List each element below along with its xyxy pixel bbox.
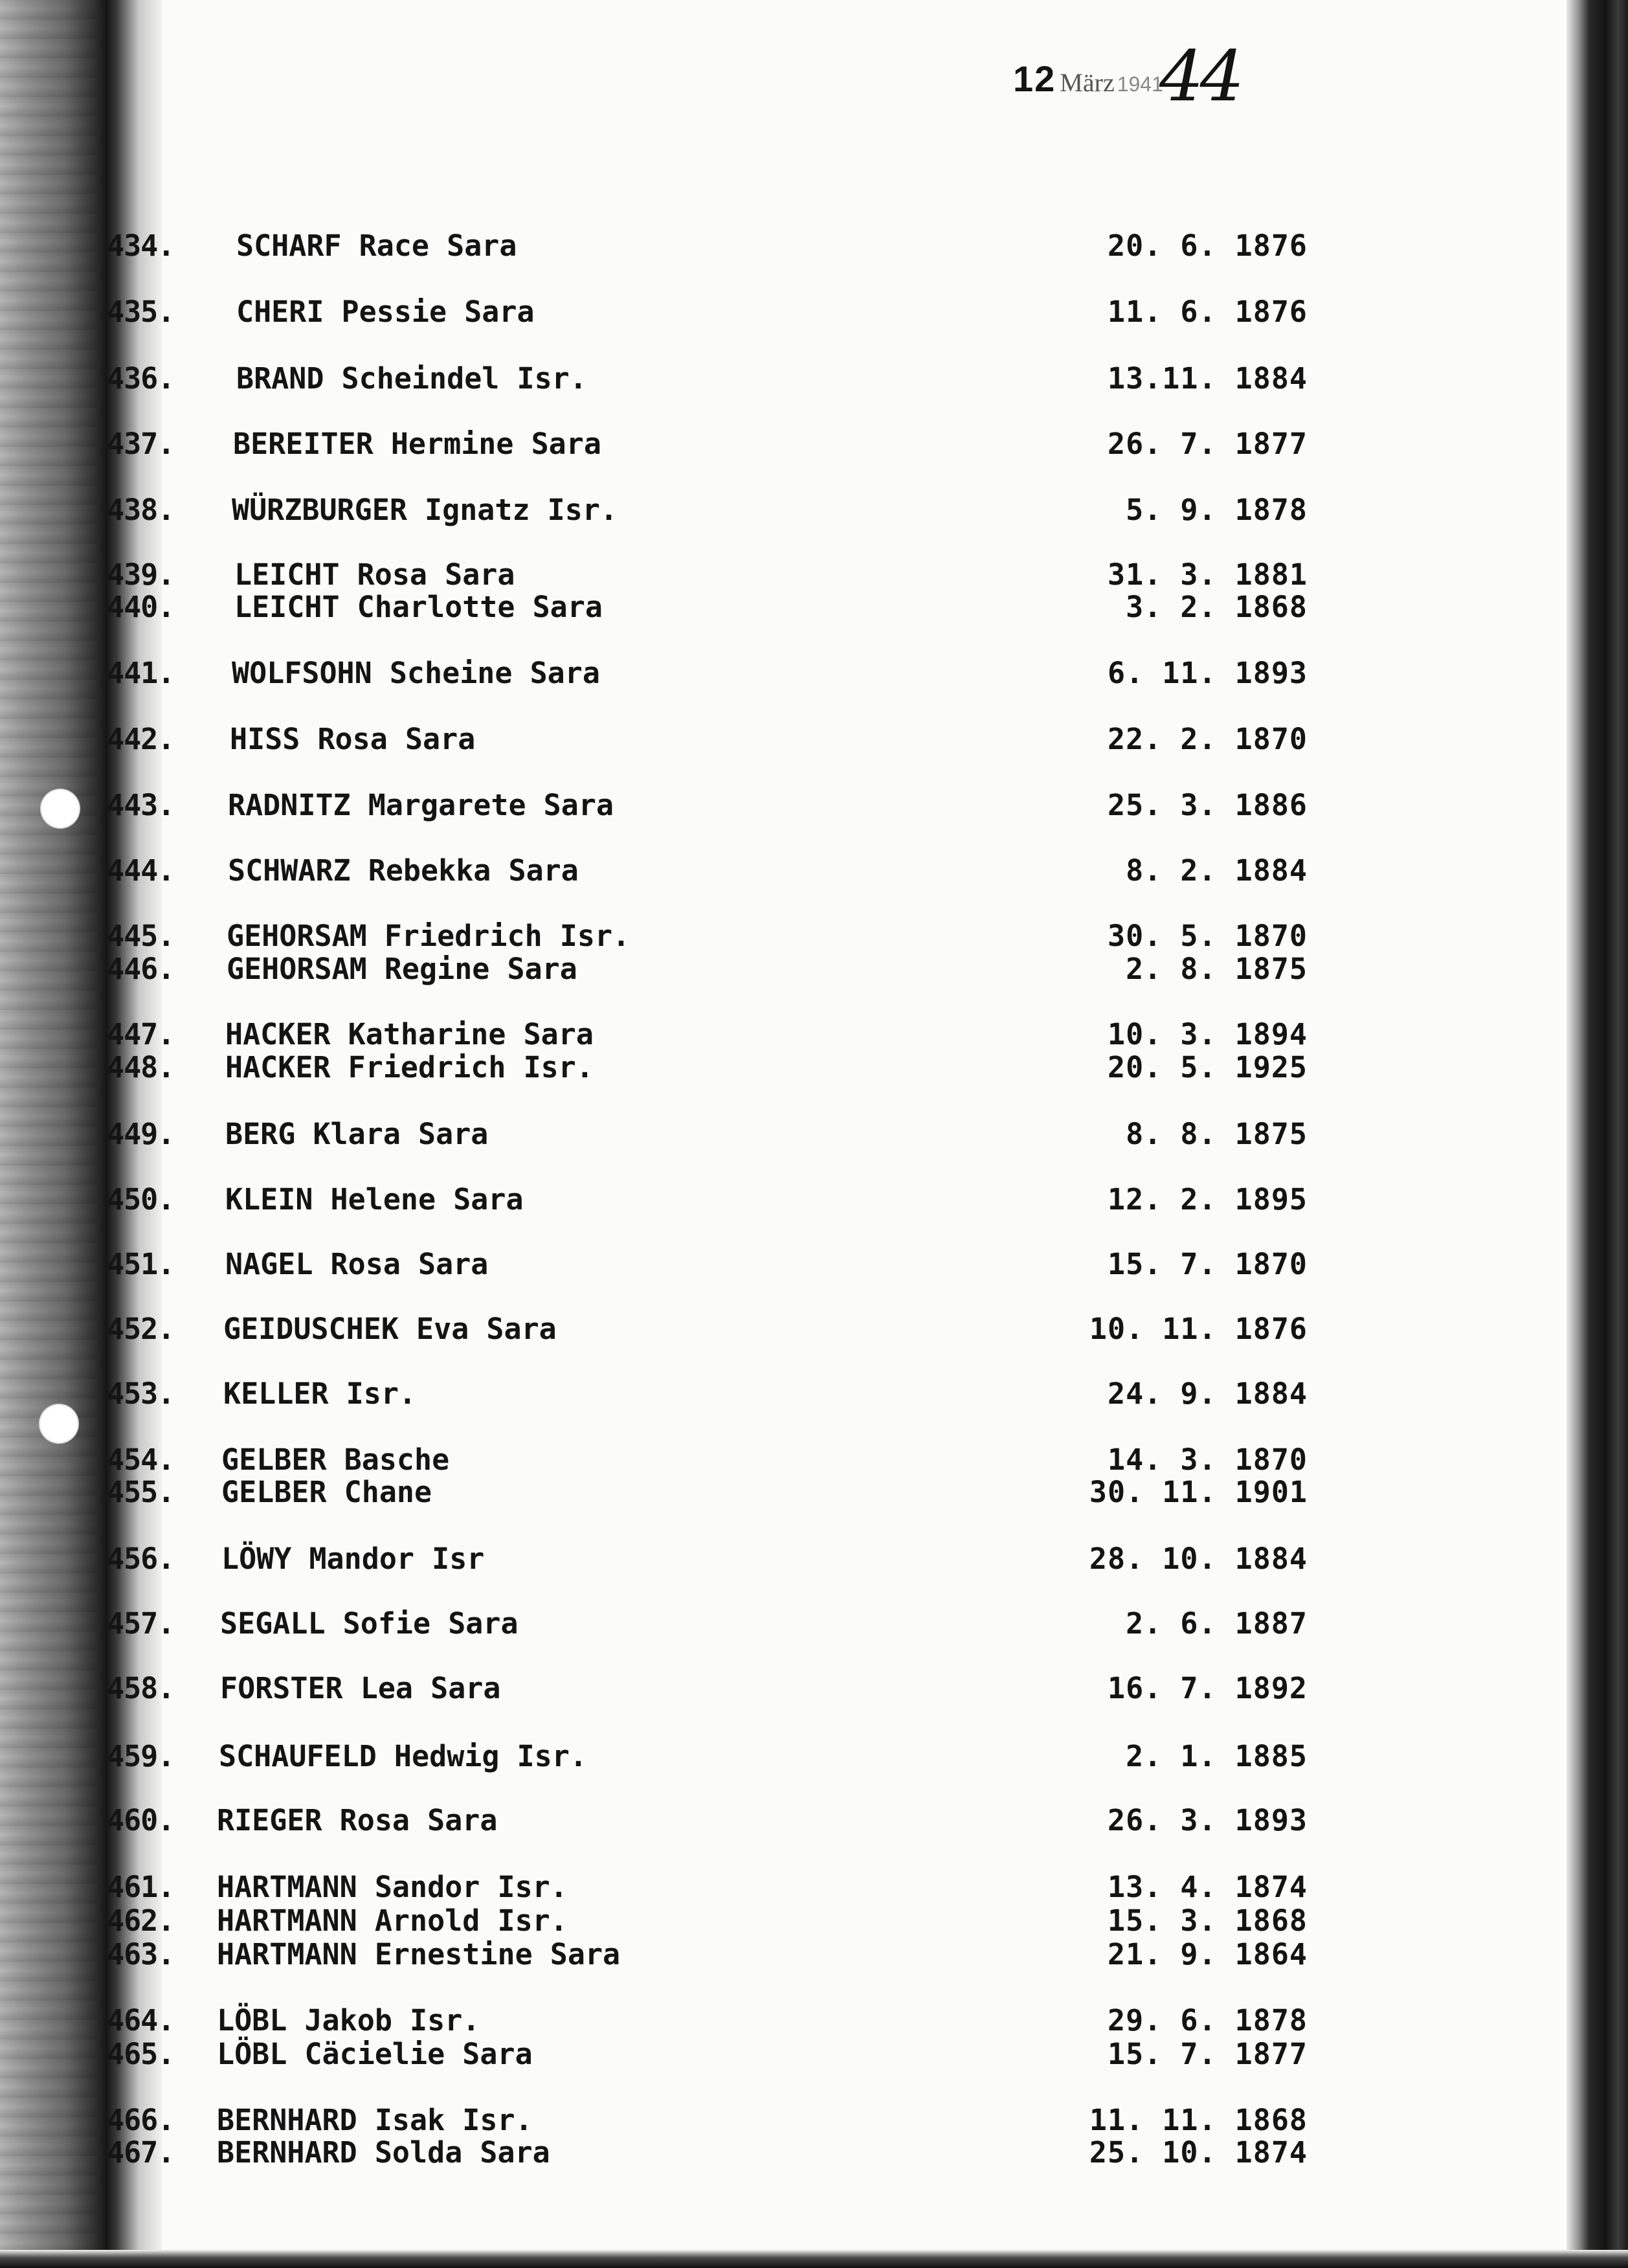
entry-number: 450. bbox=[107, 1182, 175, 1217]
entry-birthdate: 2. 8. 1875 bbox=[1126, 952, 1308, 986]
entry-name: SCHWARZ Rebekka Sara bbox=[228, 853, 579, 888]
entry-birthdate: 24. 9. 1884 bbox=[1107, 1376, 1308, 1411]
entry-birthdate: 31. 3. 1881 bbox=[1107, 557, 1308, 592]
entry-number: 443. bbox=[107, 788, 175, 822]
entry-birthdate: 15. 7. 1870 bbox=[1107, 1247, 1308, 1281]
entry-number: 436. bbox=[107, 361, 175, 396]
entry-name: WÜRZBURGER Ignatz Isr. bbox=[232, 493, 618, 527]
list-entry bbox=[0, 918, 1359, 954]
list-entry bbox=[0, 1442, 1359, 1478]
entry-birthdate: 13.11. 1884 bbox=[1107, 361, 1308, 396]
entry-number: 452. bbox=[107, 1312, 175, 1346]
list-entry bbox=[0, 557, 1359, 593]
entry-birthdate: 22. 2. 1870 bbox=[1107, 722, 1308, 756]
list-entry bbox=[0, 1246, 1359, 1283]
entry-name: HISS Rosa Sara bbox=[230, 722, 476, 756]
entry-number: 460. bbox=[107, 1803, 175, 1837]
entry-number: 464. bbox=[107, 2003, 175, 2038]
entry-birthdate: 2. 1. 1885 bbox=[1126, 1739, 1308, 1773]
entry-name: CHERI Pessie Sara bbox=[236, 295, 535, 329]
entry-number: 442. bbox=[107, 722, 175, 756]
page-bottom-edge bbox=[0, 2250, 1628, 2268]
entry-number: 440. bbox=[107, 590, 175, 624]
entry-birthdate: 20. 6. 1876 bbox=[1107, 229, 1308, 263]
entry-number: 447. bbox=[107, 1017, 175, 1051]
stamp-month: März bbox=[1060, 68, 1115, 97]
entry-birthdate: 21. 9. 1864 bbox=[1107, 1937, 1308, 1971]
entry-name: LEICHT Charlotte Sara bbox=[234, 590, 603, 624]
entry-name: LÖWY Mandor Isr bbox=[221, 1542, 485, 1576]
date-stamp bbox=[1013, 27, 1241, 117]
entry-name: HACKER Friedrich Isr. bbox=[225, 1050, 594, 1084]
entry-name: GEIDUSCHEK Eva Sara bbox=[223, 1312, 557, 1346]
entry-name: GELBER Basche bbox=[221, 1443, 450, 1477]
entry-birthdate: 29. 6. 1878 bbox=[1107, 2003, 1308, 2038]
entry-birthdate: 28. 10. 1884 bbox=[1089, 1542, 1308, 1576]
entry-birthdate: 30. 5. 1870 bbox=[1107, 919, 1308, 953]
entry-name: GEHORSAM Regine Sara bbox=[227, 952, 577, 986]
entry-number: 465. bbox=[107, 2037, 175, 2071]
entry-number: 448. bbox=[107, 1050, 175, 1084]
list-entry bbox=[0, 853, 1359, 889]
list-entry bbox=[0, 1541, 1359, 1577]
entry-birthdate: 14. 3. 1870 bbox=[1107, 1443, 1308, 1477]
entry-birthdate: 11. 6. 1876 bbox=[1107, 295, 1308, 329]
entry-birthdate: 5. 9. 1878 bbox=[1126, 493, 1308, 527]
entry-name: LÖBL Cäcielie Sara bbox=[217, 2037, 533, 2071]
entry-name: SCHAUFELD Hedwig Isr. bbox=[219, 1739, 587, 1773]
list-entry bbox=[0, 492, 1359, 528]
entry-name: KLEIN Helene Sara bbox=[225, 1182, 524, 1217]
entry-birthdate: 8. 2. 1884 bbox=[1126, 853, 1308, 888]
entry-name: HACKER Katharine Sara bbox=[225, 1017, 594, 1051]
list-entry bbox=[0, 589, 1359, 625]
list-entry bbox=[0, 1050, 1359, 1086]
list-entry bbox=[0, 1182, 1359, 1218]
entry-number: 463. bbox=[107, 1937, 175, 1971]
list-entry bbox=[0, 655, 1359, 691]
list-entry bbox=[0, 721, 1359, 758]
entry-number: 456. bbox=[107, 1542, 175, 1576]
entry-number: 435. bbox=[107, 295, 175, 329]
entry-birthdate: 3. 2. 1868 bbox=[1126, 590, 1308, 624]
entry-name: HARTMANN Sandor Isr. bbox=[217, 1870, 568, 1904]
entry-name: SCHARF Race Sara bbox=[236, 229, 517, 263]
entry-name: RIEGER Rosa Sara bbox=[217, 1803, 498, 1837]
entry-birthdate: 25. 3. 1886 bbox=[1107, 788, 1308, 822]
entry-number: 438. bbox=[107, 493, 175, 527]
entry-name: BERNHARD Isak Isr. bbox=[217, 2103, 533, 2137]
list-entry bbox=[0, 1802, 1359, 1839]
entry-number: 453. bbox=[107, 1376, 175, 1411]
entry-number: 445. bbox=[107, 919, 175, 953]
stamp-year: 1941 bbox=[1117, 73, 1163, 96]
list-entry bbox=[0, 228, 1359, 264]
list-entry bbox=[0, 787, 1359, 824]
entry-name: RADNITZ Margarete Sara bbox=[228, 788, 614, 822]
entry-number: 437. bbox=[107, 427, 175, 461]
entry-number: 451. bbox=[107, 1247, 175, 1281]
entry-number: 455. bbox=[107, 1475, 175, 1509]
entry-number: 454. bbox=[107, 1443, 175, 1477]
entry-birthdate: 20. 5. 1925 bbox=[1107, 1050, 1308, 1084]
entry-name: HARTMANN Ernestine Sara bbox=[217, 1937, 621, 1971]
entry-birthdate: 26. 3. 1893 bbox=[1107, 1803, 1308, 1837]
entry-name: GELBER Chane bbox=[221, 1475, 432, 1509]
entry-number: 457. bbox=[107, 1606, 175, 1641]
list-entry bbox=[0, 2036, 1359, 2072]
list-entry bbox=[0, 1474, 1359, 1510]
entry-number: 449. bbox=[107, 1117, 175, 1151]
entry-birthdate: 10. 11. 1876 bbox=[1089, 1312, 1308, 1346]
entry-birthdate: 12. 2. 1895 bbox=[1107, 1182, 1308, 1217]
list-entry bbox=[0, 1670, 1359, 1707]
entry-name: LEICHT Rosa Sara bbox=[234, 557, 515, 592]
entry-birthdate: 25. 10. 1874 bbox=[1089, 2135, 1308, 2170]
entry-number: 444. bbox=[107, 853, 175, 888]
entry-birthdate: 15. 7. 1877 bbox=[1107, 2037, 1308, 2071]
list-entry bbox=[0, 951, 1359, 987]
entry-birthdate: 13. 4. 1874 bbox=[1107, 1870, 1308, 1904]
entry-name: BERG Klara Sara bbox=[225, 1117, 489, 1151]
list-entry bbox=[0, 1016, 1359, 1053]
entry-birthdate: 16. 7. 1892 bbox=[1107, 1671, 1308, 1705]
entry-name: BERNHARD Solda Sara bbox=[217, 2135, 550, 2170]
entry-name: WOLFSOHN Scheine Sara bbox=[232, 656, 600, 690]
list-entry bbox=[0, 1311, 1359, 1347]
entry-name: FORSTER Lea Sara bbox=[220, 1671, 501, 1705]
entry-number: 466. bbox=[107, 2103, 175, 2137]
entry-birthdate: 30. 11. 1901 bbox=[1089, 1475, 1308, 1509]
entry-name: GEHORSAM Friedrich Isr. bbox=[227, 919, 630, 953]
entry-name: NAGEL Rosa Sara bbox=[225, 1247, 489, 1281]
list-entry bbox=[0, 1606, 1359, 1642]
list-entry bbox=[0, 1376, 1359, 1412]
entry-name: LÖBL Jakob Isr. bbox=[217, 2003, 480, 2038]
entry-birthdate: 8. 8. 1875 bbox=[1126, 1117, 1308, 1151]
list-entry bbox=[0, 1116, 1359, 1152]
list-entry bbox=[0, 1903, 1359, 1939]
entry-number: 434. bbox=[107, 229, 175, 263]
list-entry bbox=[0, 294, 1359, 330]
entry-birthdate: 10. 3. 1894 bbox=[1107, 1017, 1308, 1051]
list-entry bbox=[0, 1937, 1359, 1973]
list-entry bbox=[0, 1869, 1359, 1905]
stamp-day: 12 bbox=[1013, 58, 1056, 99]
entry-number: 459. bbox=[107, 1739, 175, 1773]
entry-number: 461. bbox=[107, 1870, 175, 1904]
entry-birthdate: 11. 11. 1868 bbox=[1089, 2103, 1308, 2137]
entry-name: BEREITER Hermine Sara bbox=[233, 427, 601, 461]
entry-birthdate: 15. 3. 1868 bbox=[1107, 1903, 1308, 1938]
page-right-edge bbox=[1567, 0, 1628, 2268]
entry-name: HARTMANN Arnold Isr. bbox=[217, 1903, 568, 1938]
entry-number: 462. bbox=[107, 1903, 175, 1938]
list-entry bbox=[0, 426, 1359, 462]
list-entry bbox=[0, 361, 1359, 397]
entry-birthdate: 26. 7. 1877 bbox=[1107, 427, 1308, 461]
list-entry bbox=[0, 2102, 1359, 2139]
entry-number: 439. bbox=[107, 557, 175, 592]
entry-number: 458. bbox=[107, 1671, 175, 1705]
entry-number: 441. bbox=[107, 656, 175, 690]
folio-number: 44 bbox=[1159, 36, 1241, 117]
entry-name: KELLER Isr. bbox=[223, 1376, 417, 1411]
entry-number: 467. bbox=[107, 2135, 175, 2170]
list-entry bbox=[0, 2003, 1359, 2039]
entry-birthdate: 2. 6. 1887 bbox=[1126, 1606, 1308, 1641]
list-entry bbox=[0, 2135, 1359, 2171]
entry-name: SEGALL Sofie Sara bbox=[220, 1606, 519, 1641]
entry-birthdate: 6. 11. 1893 bbox=[1107, 656, 1308, 690]
entry-number: 446. bbox=[107, 952, 175, 986]
entry-name: BRAND Scheindel Isr. bbox=[236, 361, 587, 396]
list-entry bbox=[0, 1738, 1359, 1775]
